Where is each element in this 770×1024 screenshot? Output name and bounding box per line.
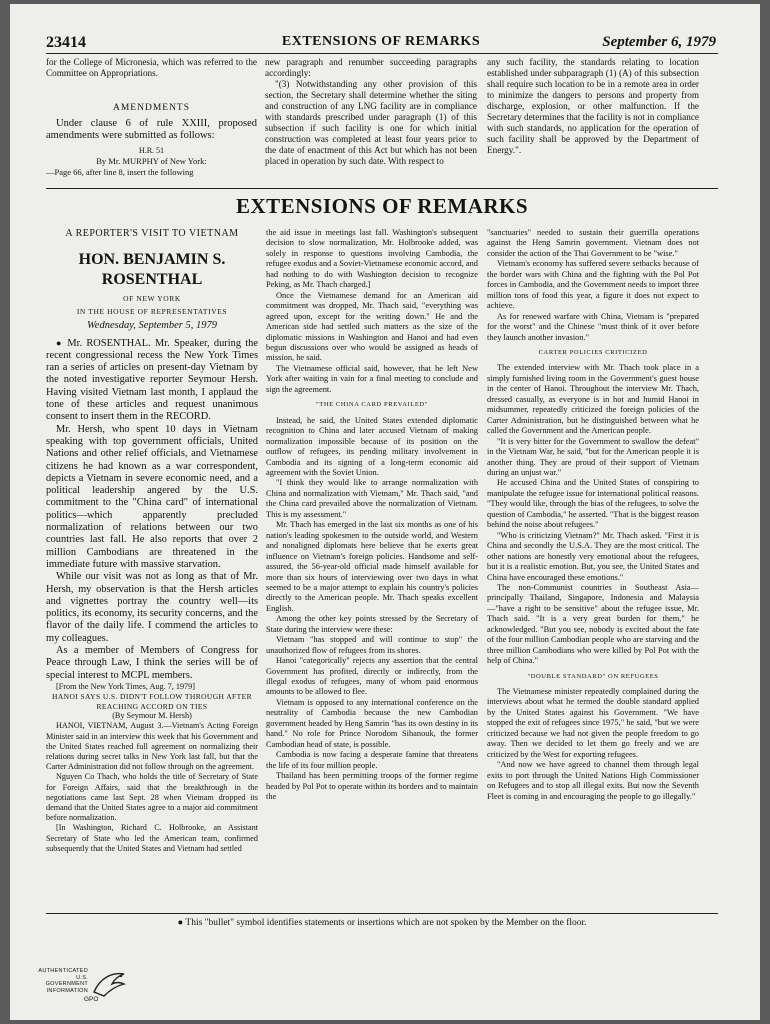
subheading: "THE CHINA CARD PREVAILED" [316, 401, 428, 409]
footnote-text: This "bullet" symbol identifies statements or insertions which are not spoken by the Member on the floor. [185, 918, 587, 928]
bullet-icon: ● [177, 918, 184, 928]
top-column-3 [487, 57, 699, 156]
remarks-date: Wednesday, September 5, 1979 [87, 320, 217, 332]
paragraph: for the College of Micronesia, which was referred to the Committee on Appropriations. [46, 57, 257, 78]
body-column-1 [46, 228, 258, 854]
paragraph: Once the Vietnamese demand for an American aid commitment was dropped, Mr. Thach said, "everything was agreed upon, except for the writing down." He and the American side had settled such matters as the size of the diplomatic missions in Washington and Hanoi and had even begun discussions over who would be assigned as heads of mission, he said. [266, 290, 478, 363]
paragraph: Vietnam "has stopped and will continue to stop" the unauthorized flow of refugees from its shores. [266, 635, 478, 655]
paragraph: Hanoi "categorically" rejects any assertion that the central Government has profited, directly or indirectly, from the illegal exodus of refugees, many of whom paid enormous amounts to be allowed to flee. [266, 656, 478, 697]
paragraph: "(3) Notwithstanding any other provision of this section, the Secretary shall determine whether the siting and construction of any LNG facility are in compliance with standards prescribed under paragraph (1) of this subsection if such facility is one for which initial construction was completed at least four years prior to the date of enactment of this Act but which has not been placed in operation by such date. With respect to [265, 79, 477, 166]
bullet-icon: ● [56, 337, 64, 348]
by-line: By Mr. MURPHY of New York: [96, 156, 207, 166]
section-title: EXTENSIONS OF REMARKS [235, 194, 529, 218]
subheading: "DOUBLE STANDARD" ON REFUGEES [527, 672, 659, 680]
paragraph: "I think they would like to arrange normalization with China and normalization with Vietnam," Mr. Thach said, "and the China card prevailed above the normalization of Vietnam. This is my assessment." [266, 478, 478, 519]
article-heading: HANOI SAYS U.S. DIDN'T FOLLOW THROUGH AFTER REACHING ACCORD ON TIES [52, 692, 252, 711]
body-column-3 [487, 228, 699, 802]
bill-number: H.R. 51 [138, 146, 165, 155]
paragraph: Among the other key points stressed by the Secretary of State during the interview were these: [266, 614, 478, 634]
paragraph: While our visit was not as long as that of Mr. Hersh, my observation is that the Hersh articles and vignettes portray the country well—its politics, its economy, its security concerns, and the flavor of the daily life. I commend the articles to my colleagues. [46, 571, 258, 644]
member-state: OF NEW YORK [123, 294, 181, 304]
byline: (By Seymour M. Hersh) [112, 711, 192, 721]
subheading: CARTER POLICIES CRITICIZED [538, 348, 648, 356]
paragraph: The extended interview with Mr. Thach took place in a simply furnished living room in the Government's guest house in the center of Hanoi. Throughout the interview Mr. Thach, dressed casually, as everyone is in hot and humid Hanoi in midsummer, repeatedly criticized the foreign policies of the Carter Administration, but he distinguished between what he called the Government and the American people. [487, 363, 699, 436]
amendments-heading: AMENDMENTS [112, 103, 191, 113]
paragraph: The non-Communist countries in Southeast Asia—principally Thailand, Singapore, Indonesia and Malaysia—"have a right to be sensitive" about the refugee issue, Mr. Thach said. "It is a very great burden for them," he acknowledged. "But you see, nobody is excited about the fate of the four million Cambodian people who are starving and the three million Cambodians who were killed by Pol Pot with the help of China." [487, 582, 699, 666]
paragraph: HANOI, VIETNAM, August 3.—Vietnam's Acting Foreign Minister said in an interview this week that his Government and the United States reached full agreement on normalizing their relations during secret talks in New York last fall, but that the Carter Administration did not follow through on the agreement. [46, 721, 258, 772]
member-name: HON. BENJAMIN S. ROSENTHAL [78, 251, 226, 289]
gpo-label: GPO [84, 996, 99, 1003]
paragraph: [In Washington, Richard C. Holbrooke, an Assistant Secretary of State who led the American team, confirmed subsequently that the United States and Vietnam had settled [46, 823, 258, 853]
story-heading: A REPORTER'S VISIT TO VIETNAM [65, 228, 239, 239]
paragraph: Thailand has been permitting troops of the former regime headed by Pol Pot to operate within its borders and to maintain the [266, 771, 478, 802]
paragraph: "sanctuaries" needed to sustain their guerrilla operations against the Heng Samrin government. Vietnam does not consider the action of the Thai Government to be "wise." [487, 228, 699, 258]
paragraph: As a member of Members of Congress for Peace through Law, I think the series will be of special interest to MCPL members. [46, 645, 258, 681]
paragraph: new paragraph and renumber succeeding paragraphs accordingly: [265, 57, 477, 78]
header-date: September 6, 1979 [602, 34, 716, 50]
paragraph: Vietnam's economy has suffered severe setbacks because of the border wars with China and the fighting with the Pol Pot forces in Cambodia, and the Government needs to import three million tons of food this year, a figure it does not expect to achieve. [487, 259, 699, 311]
body-column-2 [266, 228, 478, 802]
paragraph: Instead, he said, the United States extended diplomatic recognition to China and later accused Vietnam of making normalization impossible because of its position on the outflow of refugees, its pending military involvement in Cambodia and its signing of a long-term economic aid agreement with the Soviet Union. [266, 415, 478, 477]
paragraph: —Page 66, after line 8, insert the following [46, 167, 194, 177]
bullet-footnote [46, 918, 718, 928]
gpo-authentication-logo [36, 968, 136, 1008]
top-column-2 [265, 57, 477, 167]
running-header [46, 34, 716, 54]
paragraph: "It is very bitter for the Government to swallow the defeat" in the Vietnam War, he said, "but for the American people it is another thing. They are proud of their support of Vietnam during an unjust war." [487, 436, 699, 477]
header-title: EXTENSIONS OF REMARKS [281, 34, 481, 49]
paragraph: Under clause 6 of rule XXIII, proposed amendments were submitted as follows: [46, 118, 257, 141]
chamber: IN THE HOUSE OF REPRESENTATIVES [76, 307, 228, 317]
page-number: 23414 [46, 34, 86, 51]
paragraph: Mr. ROSENTHAL. Mr. Speaker, during the recent congressional recess the New York Times ran a series of articles on present-day Vietnam by the noted investigative reporter Seymour Hersh. Having visited Vietnam last month, I applaud the tone of these articles and request unanimous consent to insert them in the RECORD. [46, 337, 258, 423]
header-rule [46, 53, 718, 54]
paragraph: The Vietnamese official said, however, that he left New York after waiting in vain for a final meeting to conclude and sign the agreement. [266, 363, 478, 394]
paragraph: the aid issue in meetings last fall. Washington's subsequent decision to slow normalization, Mr. Holbrooke added, was solely in response to questions involving Cambodia, the refugee exodus and a Soviet-Vietnamese economic accord, and had nothing to do with Washington decision to recognize Peking, as Mr. Thach charged.] [266, 228, 478, 290]
paragraph: Vietnam is opposed to any international conference on the neutrality of Cambodia because the new Cambodian government headed by Heng Samrin "has its own destiny in its hand." No role for Prince Norodom Sihanouk, the former Cambodian head of state, is possible. [266, 697, 478, 749]
section-rule [46, 188, 718, 189]
paragraph: Mr. Thach has emerged in the last six months as one of his nation's leading spokesmen to the outside world, and Western and nonaligned diplomats here believe that he exerts great influence on Vietnam's foreign policies. Handsome and self-assured, the 56-year-old official made himself available for more than six hours of interviewing over two days in what seemed to be a major attempt to explain his country's policies directly to the American people. Mr. Thach speaks excellent English. [266, 520, 478, 613]
paragraph: Mr. Hersh, who spent 10 days in Vietnam speaking with top government officials, United Nations and other relief officials, and Vietnamese citizens he had known as a war correspondent, depicts a Vietnam in severe economic need, and a political leadership angered by the U.S. commitment to the "China card" of international politics—which apparently precluded normalization of relations between our two countries last fall. He also reports that over 2 million Cambodians are threatened in the immediate future with massive starvation. [46, 423, 258, 570]
paragraph: "And now we have agreed to channel them through legal exits to port through the United Nations High Commissioner on Refugees and to stop all illegal exits. But now the Seventh Fleet is coming in and encouraging the people to go illegally." [487, 760, 699, 801]
paragraph: As for renewed warfare with China, Vietnam is "prepared for the worst" and the Chinese "must think of it over before they launch another invasion." [487, 311, 699, 342]
paragraph: Nguyen Co Thach, who holds the title of Secretary of State for Foreign Affairs, said that the breakthrough in the negotiations came last Sept. 28 when Vietnam dropped its demand that the United States agree to a major aid commitment before normalization. [46, 772, 258, 823]
logo-text: AUTHENTICATED U.S. GOVERNMENT INFORMATION [38, 968, 88, 994]
paragraph: any such facility, the standards relating to location established under subparagraph (1) (A) of this subsection shall require such location to be in a remote area in order to minimize the dangers to persons and property from discharge, explosion, or other malfunction. If the Secretary determines that the facility is not in compliance with such standards, no application for the operation of such facility shall be approved by the Department of Energy.". [487, 57, 699, 155]
paragraph: The Vietnamese minister repeatedly complained during the interviews about what he termed the double standard applied by the United States against his Government. "We have stopped the exit of refugees since 1975," he said, "but we were criticized because we had not given the people freedom to go away. Then we decided to let them go freely and we are criticized by the West for exporting refugees. [487, 687, 699, 759]
top-column-1 [46, 57, 257, 178]
source-line: [From the New York Times, Aug. 7, 1979] [56, 681, 195, 691]
paragraph: He accused China and the United States of conspiring to manipulate the refugee issue for international political reasons. "They would like, through the bias of the refugees, to solve the question of Cambodia," he asserted. "That is the biggest reason behind the noise about refugees." [487, 478, 699, 530]
paragraph: "Who is criticizing Vietnam?" Mr. Thach asked. "First it is China and secondly the U.S.A. They are the most critical. The other nations are honestly very emotional about the refugees, but it is a realistic emotion. But, you see, the United States and China have encouraged these emotions." [487, 530, 699, 582]
paragraph: Cambodia is now facing a desperate famine that threatens the life of its four million people. [266, 750, 478, 770]
footer-rule [46, 913, 718, 914]
